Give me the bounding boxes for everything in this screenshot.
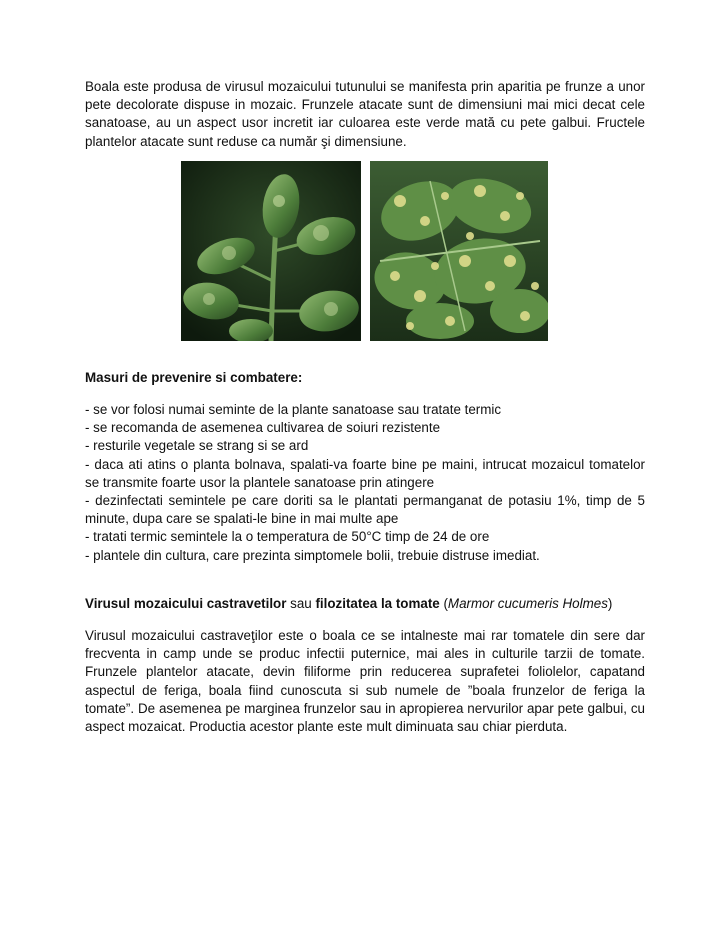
title-disease-name: filozitatea la tomate [315,595,440,611]
section-title [85,595,645,613]
title-latin-name: Marmor cucumeris Holmes [447,595,608,611]
spacer [85,613,645,627]
title-paren-close: ) [607,595,613,611]
infected-leaves-photo-2 [370,161,548,341]
list-item: - se vor folosi numai seminte de la plante sanatoase sau tratate termic [85,402,502,418]
list-item: - se recomanda de asemenea cultivarea de soiuri rezistente [85,420,441,436]
list-item: - tratati termic semintele la o temperatura de 50°C timp de 24 de ore [85,529,490,545]
list-item: - plantele din cultura, care prezinta simptomele bolii, trebuie distruse imediat. [85,547,540,563]
spacer [85,387,645,401]
list-item: - dezinfectati semintele pe care doriti sa le plantati permanganat de potasiu 1%, timp de 5 minute, dupa care se spalati-le bine in mai multe ape [85,493,645,527]
section-body: Virusul mozaicului castraveţilor este o boala ce se intalneste mai rar tomatele din sere dar frecventa in camp unde se produc infectii puternice, mai ales in culturile tarzii de tomate. Frunzele plantelor atacate, devin filiforme prin reducerea suprafetei foliolelor, capatand aspectul de feriga, boala fiind cunoscuta si sub numele de ”boala frunzelor de feriga la tomate”. De asemenea pe marginea frunzelor sau in apropierea nervurilor apar pete galbui, cu aspect mozaicat. Productia acestor plante este mult diminuata sau chiar pierduta. [85,628,645,735]
list-item: - resturile vegetale se strang si se ard [85,438,309,454]
infected-leaves-photo-1 [181,161,361,341]
intro-paragraph: Boala este produsa de virusul mozaicului tutunului se manifesta prin aparitia pe frunze a unor pete decolorate dispuse in mozaic. Frunzele atacate sunt de dimensiuni mai mici decat cele sanatoase, au un aspect usor incretit iar culoarea este verde mată cu pete galbui. Fructele plantelor atacate sunt reduse ca număr şi dimensiune. [85,79,645,149]
title-connector: sau [286,595,316,611]
title-virus-name: Virusul mozaicului castravetilor [85,595,287,611]
prevention-heading: Masuri de prevenire si combatere: [85,369,303,385]
title-paren-open: ( [439,595,448,611]
prevention-list [85,401,645,565]
spacer [85,565,645,595]
photo-row [85,161,645,351]
document-page [85,78,645,736]
list-item: - daca ati atins o planta bolnava, spalati-va foarte bine pe maini, intrucat mozaicul tomatelor se transmite foarte usor la plantele sanatoase prin atingere [85,456,645,490]
